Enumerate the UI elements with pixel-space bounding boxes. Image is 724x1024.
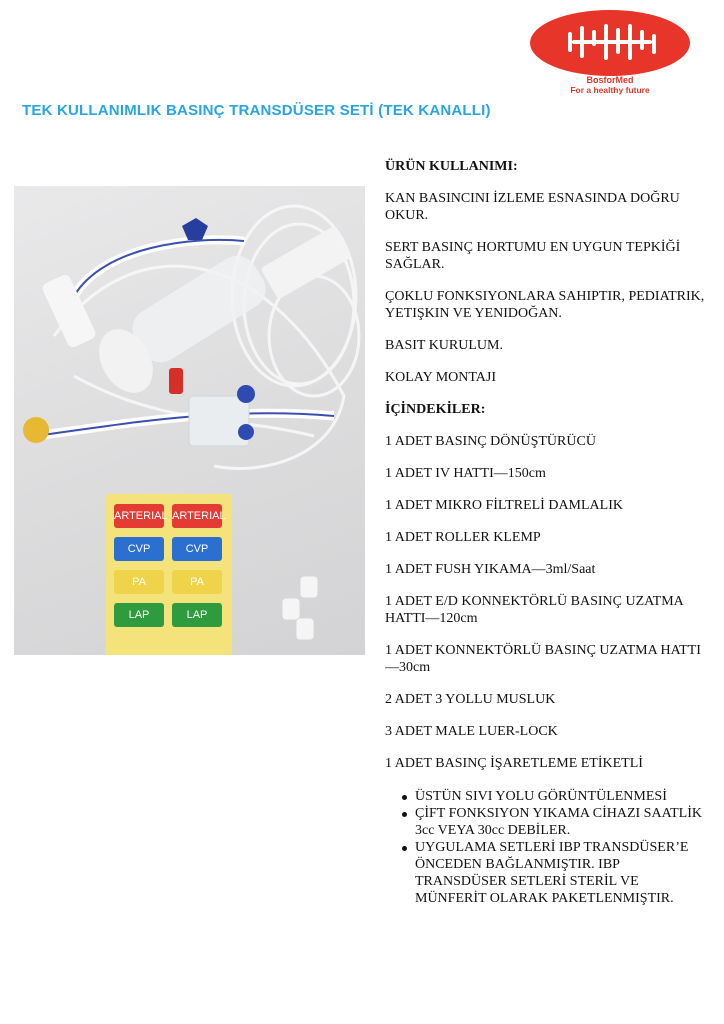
contents-item: 1 ADET KONNEKTÖRLÜ BASINÇ UZATMA HATTI—30cm [385,643,701,675]
label-cvp: CVP [172,537,222,561]
usage-item: ÇOKLU FONKSIYONLARA SAHIPTIR, PEDIATRIK, YETIŞKIN VE YENIDOĞAN. [385,289,705,321]
label-arterial: ARTERIAL [172,504,222,528]
label-pa: PA [172,570,222,594]
contents-item: 1 ADET ROLLER KLEMP [385,530,541,545]
contents-item: 1 ADET BASINÇ DÖNÜŞTÜRÜCÜ [385,434,596,449]
label-lap: LAP [114,603,164,627]
contents-item: 3 ADET MALE LUER-LOCK [385,724,558,739]
label-arterial: ARTERIAL [114,504,164,528]
usage-item: BASIT KURULUM. [385,338,503,353]
feature-item: ÜSTÜN SIVI YOLU GÖRÜNTÜLENMESİ [385,788,710,805]
usage-item: KAN BASINCINI İZLEME ESNASINDA DOĞRU OKUR. [385,191,680,223]
bosformed-logo [530,10,690,95]
logo-tagline: For a healthy future [570,85,650,95]
contents-heading: İÇİNDEKİLER: [385,402,486,417]
feature-item: UYGULAMA SETLERİ IBP TRANSDÜSER’E ÖNCEDEN BAĞLANMIŞTIR. IBP TRANSDÜSER SETLERİ STERİL VE MÜNFERİT OLARAK PAKETLENMIŞTIR. [385,839,710,907]
contents-item: 1 ADET MIKRO FİLTRELİ DAMLALIK [385,498,623,513]
logo-emblem [530,10,690,76]
usage-heading: ÜRÜN KULLANIMI: [385,159,518,174]
product-photo [14,186,365,655]
feature-item: ÇİFT FONKSIYON YIKAMA CİHAZI SAATLİK 3cc VEYA 30cc DEBİLER. [385,805,710,839]
product-description [385,158,710,907]
contents-item: 1 ADET IV HATTI—150cm [385,466,546,481]
contents-item: 1 ADET FUSH YIKAMA—3ml/Saat [385,562,596,577]
usage-item: KOLAY MONTAJI [385,370,497,385]
usage-item: SERT BASINÇ HORTUMU EN UYGUN TEPKİĞİ SAĞLAR. [385,240,681,272]
label-pa: PA [114,570,164,594]
logo-name: BosforMed [586,75,634,85]
feature-list [385,788,710,907]
pressure-label-sheet [106,494,232,655]
contents-item: 2 ADET 3 YOLLU MUSLUK [385,692,556,707]
page-title: TEK KULLANIMLIK BASINÇ TRANSDÜSER SETİ (TEK KANALLI) [22,102,491,119]
contents-item: 1 ADET E/D KONNEKTÖRLÜ BASINÇ UZATMA HATTI—120cm [385,594,684,626]
contents-item: 1 ADET BASINÇ İŞARETLEME ETİKETLİ [385,756,643,771]
label-lap: LAP [172,603,222,627]
label-cvp: CVP [114,537,164,561]
